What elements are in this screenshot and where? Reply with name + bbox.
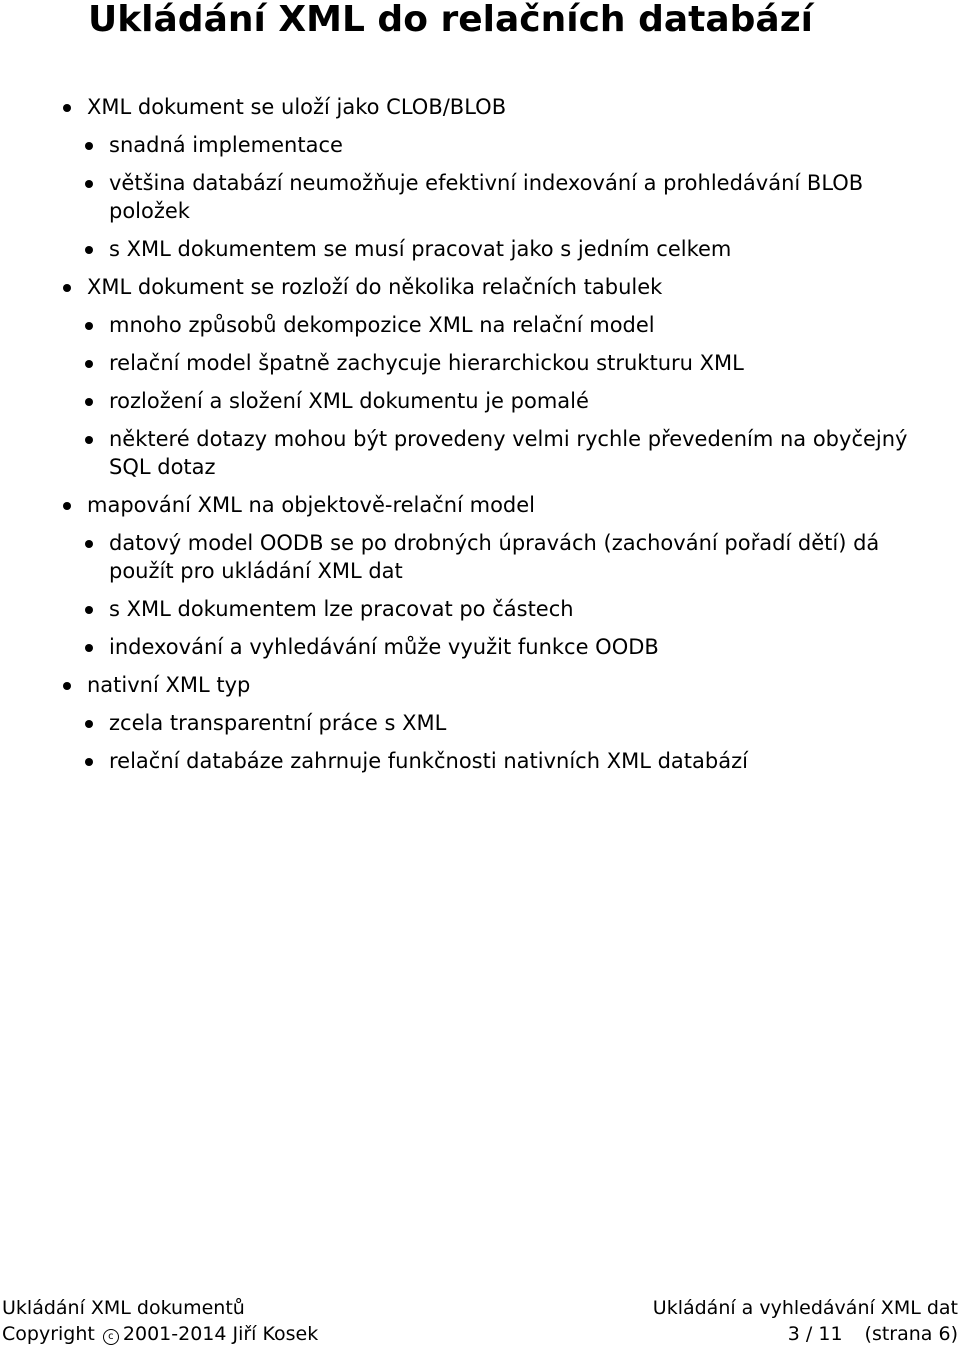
footer-document-title: Ukládání XML dokumentů bbox=[2, 1297, 245, 1319]
page-title: Ukládání XML do relačních databází bbox=[88, 0, 813, 40]
bullet-icon bbox=[85, 436, 93, 444]
list-item-level1 bbox=[0, 671, 907, 699]
list-item-level2 bbox=[0, 235, 909, 263]
footer-section-title: Ukládání a vyhledávání XML dat bbox=[652, 1297, 958, 1319]
list-item-level2 bbox=[0, 387, 909, 415]
list-item-text: XML dokument se uloží jako CLOB/BLOB bbox=[87, 95, 507, 119]
list-item-level2 bbox=[0, 633, 909, 661]
list-item-level2 bbox=[0, 169, 909, 225]
list-item-text: snadná implementace bbox=[109, 133, 343, 157]
list-item-level2 bbox=[0, 709, 909, 737]
list-item-text: mnoho způsobů dekompozice XML na relační model bbox=[109, 313, 655, 337]
bullet-icon bbox=[85, 606, 93, 614]
list-item-text: většina databází neumožňuje efektivní indexování a prohledávání BLOB položek bbox=[109, 171, 864, 223]
copyright-label: Copyright bbox=[2, 1323, 95, 1345]
list-item-level2 bbox=[0, 529, 909, 585]
list-item-level2 bbox=[0, 349, 909, 377]
list-item-text: některé dotazy mohou být provedeny velmi rychle převedením na obyčejný SQL dotaz bbox=[109, 427, 908, 479]
bullet-outline bbox=[0, 93, 960, 785]
list-item-text: relační databáze zahrnuje funkčnosti nativních XML databází bbox=[109, 749, 748, 773]
bullet-icon bbox=[85, 322, 93, 330]
footer-page-info bbox=[788, 1322, 958, 1346]
copyright-holder: 2001-2014 Jiří Kosek bbox=[122, 1323, 319, 1345]
list-item-text: zcela transparentní práce s XML bbox=[109, 711, 447, 735]
list-item-text: s XML dokumentem se musí pracovat jako s jedním celkem bbox=[109, 237, 732, 261]
footer-copyright bbox=[2, 1322, 318, 1346]
bullet-icon bbox=[85, 360, 93, 368]
footer-bottom-row bbox=[0, 1322, 960, 1346]
list-item-text: nativní XML typ bbox=[87, 673, 251, 697]
bullet-icon bbox=[85, 180, 93, 188]
bullet-icon bbox=[63, 104, 71, 112]
bullet-icon bbox=[63, 682, 71, 690]
list-item-level2 bbox=[0, 131, 909, 159]
bullet-icon bbox=[85, 398, 93, 406]
bullet-icon bbox=[85, 720, 93, 728]
list-item-level1 bbox=[0, 93, 907, 121]
footer-top-row bbox=[0, 1296, 960, 1320]
bullet-icon bbox=[63, 284, 71, 292]
list-item-text: relační model špatně zachycuje hierarchickou strukturu XML bbox=[109, 351, 744, 375]
bullet-icon bbox=[85, 246, 93, 254]
list-item-level2 bbox=[0, 595, 909, 623]
list-item-text: mapování XML na objektově-relační model bbox=[87, 493, 536, 517]
list-item-text: datový model OODB se po drobných úpravách (zachování pořadí dětí) dá použít pro ukládání XML dat bbox=[109, 531, 880, 583]
page-counter: 3 / 11 bbox=[787, 1323, 843, 1345]
list-item-text: s XML dokumentem lze pracovat po částech bbox=[109, 597, 574, 621]
list-item-level2 bbox=[0, 425, 909, 481]
list-item-text: indexování a vyhledávání může využit funkce OODB bbox=[109, 635, 659, 659]
list-item-level2 bbox=[0, 311, 909, 339]
bullet-icon bbox=[85, 644, 93, 652]
copyright-icon: c bbox=[103, 1329, 119, 1345]
bullet-icon bbox=[85, 758, 93, 766]
page-label: (strana 6) bbox=[864, 1323, 958, 1345]
list-item-text: rozložení a složení XML dokumentu je pomalé bbox=[109, 389, 589, 413]
bullet-icon bbox=[85, 142, 93, 150]
list-item-text: XML dokument se rozloží do několika relačních tabulek bbox=[87, 275, 663, 299]
bullet-icon bbox=[63, 502, 71, 510]
list-item-level1 bbox=[0, 491, 907, 519]
bullet-icon bbox=[85, 540, 93, 548]
list-item-level1 bbox=[0, 273, 907, 301]
list-item-level2 bbox=[0, 747, 909, 775]
